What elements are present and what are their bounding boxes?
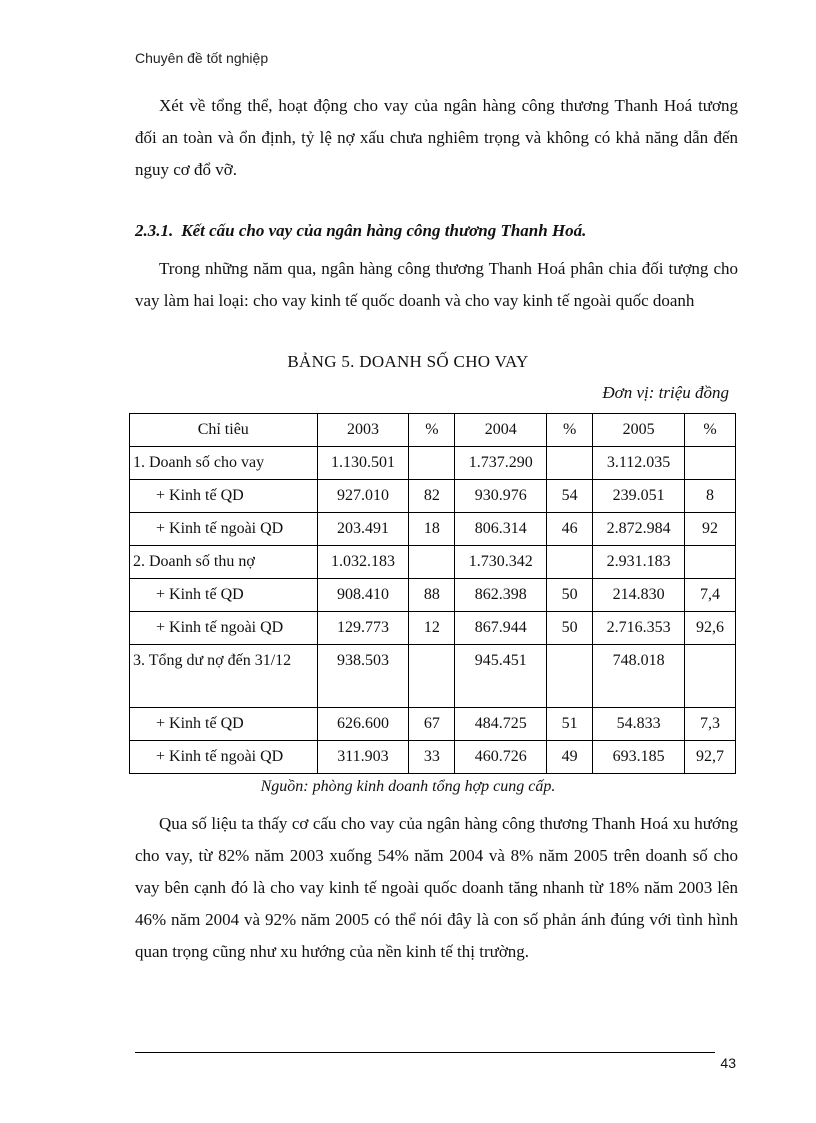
row-label: + Kinh tế ngoài QD (130, 612, 318, 645)
table-cell: 2.931.183 (593, 546, 685, 579)
table-cell (409, 546, 455, 579)
table-cell: 49 (547, 741, 593, 774)
table-row (130, 579, 736, 612)
row-label: 3. Tổng dư nợ đến 31/12 (130, 645, 318, 708)
table-cell: 54 (547, 480, 593, 513)
row-label: + Kinh tế QD (130, 579, 318, 612)
table-cell: 82 (409, 480, 455, 513)
table-cell: 867.944 (455, 612, 547, 645)
table-cell: 239.051 (593, 480, 685, 513)
row-label: + Kinh tế ngoài QD (130, 513, 318, 546)
header-cell: % (547, 414, 593, 447)
row-label: + Kinh tế QD (130, 708, 318, 741)
table-cell: 806.314 (455, 513, 547, 546)
table-cell: 908.410 (317, 579, 409, 612)
table-cell: 46 (547, 513, 593, 546)
table-cell: 12 (409, 612, 455, 645)
table-cell (547, 645, 593, 708)
table-cell (547, 447, 593, 480)
table-cell: 51 (547, 708, 593, 741)
table-cell: 1.730.342 (455, 546, 547, 579)
row-label: + Kinh tế ngoài QD (130, 741, 318, 774)
table-row (130, 741, 736, 774)
table-cell (409, 447, 455, 480)
row-label: 2. Doanh số thu nợ (130, 546, 318, 579)
table-row (130, 708, 736, 741)
table-cell: 484.725 (455, 708, 547, 741)
paragraph-loan-types: Trong những năm qua, ngân hàng công thương Thanh Hoá phân chia đối tượng cho vay làm hai loại: cho vay kinh tế quốc doanh và cho vay kinh tế ngoài quốc doanh (135, 259, 738, 310)
table-cell: 50 (547, 579, 593, 612)
table-row (130, 513, 736, 546)
section-number: 2.3.1. (135, 221, 174, 240)
header-cell: 2004 (455, 414, 547, 447)
section-title: Kết cấu cho vay của ngân hàng công thương Thanh Hoá. (181, 221, 587, 240)
row-label: + Kinh tế QD (130, 480, 318, 513)
paragraph-analysis: Qua số liệu ta thấy cơ cấu cho vay của ngân hàng công thương Thanh Hoá xu hướng cho vay, từ 82% năm 2003 xuống 54% năm 2004 và 8% năm 2005 trên doanh số cho vay bên cạnh đó là cho vay kinh tế ngoài quốc doanh tăng nhanh từ 18% năm 2003 lên 46% năm 2004 và 92% năm 2005 có thể nói đây là con số phản ánh đúng với tình hình quan trọng cũng như xu hướng của nền kinh tế thị trường. (135, 814, 738, 961)
table-title: BẢNG 5. DOANH SỐ CHO VAY (287, 352, 529, 371)
table-cell: 3.112.035 (593, 447, 685, 480)
header-cell: 2003 (317, 414, 409, 447)
table-cell: 1.032.183 (317, 546, 409, 579)
header-cell: % (409, 414, 455, 447)
header-cell: Chỉ tiêu (130, 414, 318, 447)
table-cell: 214.830 (593, 579, 685, 612)
row-label: 1. Doanh số cho vay (130, 447, 318, 480)
table-cell: 626.600 (317, 708, 409, 741)
page-number: 43 (720, 1055, 736, 1071)
table-source-note: Nguồn: phòng kinh doanh tổng hợp cung cấp. (260, 778, 556, 795)
table-cell: 930.976 (455, 480, 547, 513)
paragraph-intro: Xét về tổng thể, hoạt động cho vay của ngân hàng công thương Thanh Hoá tương đối an toàn và ổn định, tỷ lệ nợ xấu chưa nghiêm trọng và không có khả năng dẫn đến nguy cơ đổ vỡ. (135, 96, 738, 179)
table-row (130, 480, 736, 513)
table-cell: 88 (409, 579, 455, 612)
table-cell (685, 546, 736, 579)
table-cell: 938.503 (317, 645, 409, 708)
table-cell (547, 546, 593, 579)
table-cell: 18 (409, 513, 455, 546)
table-cell: 460.726 (455, 741, 547, 774)
table-cell: 92 (685, 513, 736, 546)
table-cell: 67 (409, 708, 455, 741)
table-row (130, 645, 736, 708)
table-cell: 203.491 (317, 513, 409, 546)
table-unit: Đơn vị: triệu đồng (602, 383, 729, 402)
table-cell: 693.185 (593, 741, 685, 774)
table-header-row (130, 414, 736, 447)
table-cell: 1.737.290 (455, 447, 547, 480)
table-cell (409, 645, 455, 708)
table-cell: 945.451 (455, 645, 547, 708)
table-cell: 92,6 (685, 612, 736, 645)
table-cell: 8 (685, 480, 736, 513)
table-cell: 862.398 (455, 579, 547, 612)
table-cell: 7,4 (685, 579, 736, 612)
table-cell: 927.010 (317, 480, 409, 513)
table-row (130, 612, 736, 645)
section-heading (135, 221, 586, 241)
loan-sales-table (129, 413, 736, 774)
page-header: Chuyên đề tốt nghiệp (135, 50, 269, 66)
table-cell (685, 645, 736, 708)
table-cell: 33 (409, 741, 455, 774)
table-cell: 311.903 (317, 741, 409, 774)
header-cell: % (685, 414, 736, 447)
table-cell: 50 (547, 612, 593, 645)
table-cell: 92,7 (685, 741, 736, 774)
table-cell: 748.018 (593, 645, 685, 708)
table-cell: 1.130.501 (317, 447, 409, 480)
table-row (130, 447, 736, 480)
table-cell: 54.833 (593, 708, 685, 741)
header-cell: 2005 (593, 414, 685, 447)
table-cell: 7,3 (685, 708, 736, 741)
footer-divider (135, 1052, 715, 1053)
table-cell: 129.773 (317, 612, 409, 645)
table-cell (685, 447, 736, 480)
table-cell: 2.716.353 (593, 612, 685, 645)
table-cell: 2.872.984 (593, 513, 685, 546)
table-row (130, 546, 736, 579)
